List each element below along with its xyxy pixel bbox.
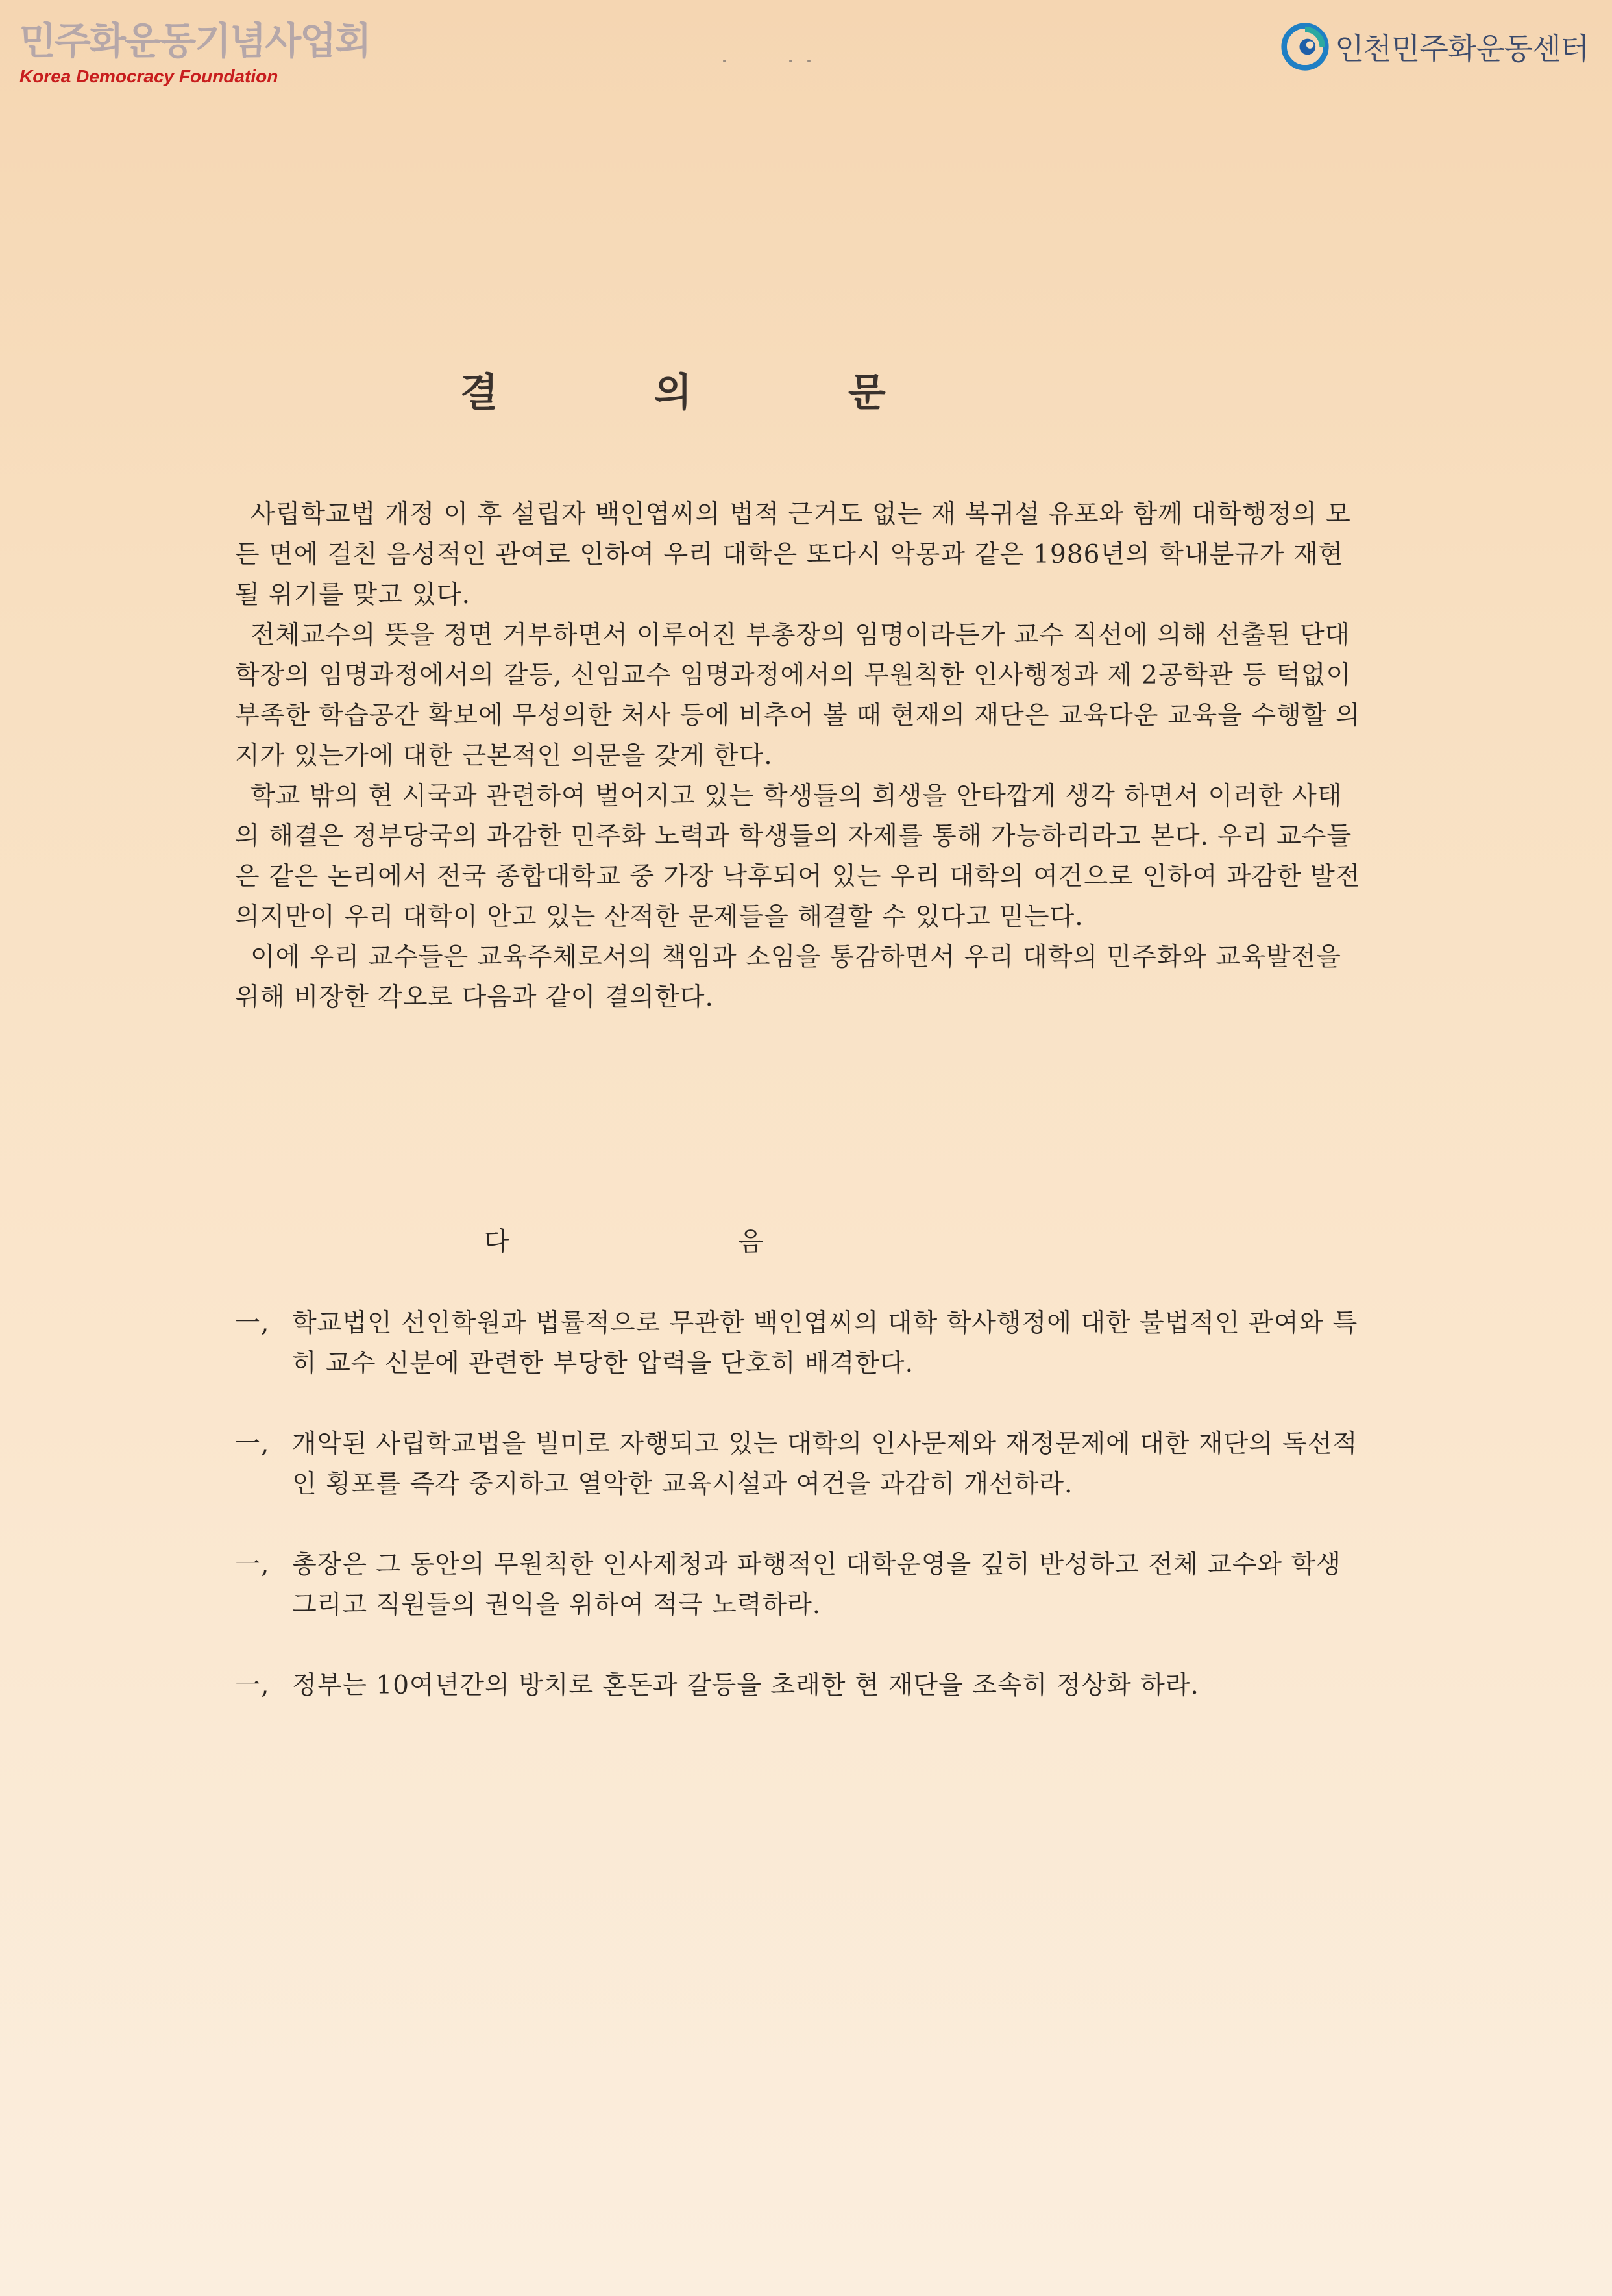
center-name: 인천민주화운동센터 — [1335, 31, 1589, 66]
resolution-mark: 一, — [235, 1309, 270, 1338]
header-right — [1280, 22, 1589, 71]
body-paragraph: 사립학교법 개정 이 후 설립자 백인엽씨의 법적 근거도 없는 재 복귀설 유포와 함께 대학행정의 모든 면에 걸친 음성적인 관여로 인하여 우리 대학은 또다시 악몽과 같은 1986년의 학내분규가 재현될 위기를 맞고 있다. — [235, 500, 1351, 610]
resolution-item — [235, 1666, 1364, 1706]
resolution-text: 학교법인 선인학원과 법률적으로 무관한 백인엽씨의 대학 학사행정에 대한 불법적인 관여와 특히 교수 신분에 관련한 부당한 압력을 단호히 배격한다. — [292, 1309, 1358, 1378]
document-body — [235, 495, 1364, 1018]
scan-speck — [807, 60, 811, 62]
document-title: 결 의 문 — [460, 370, 957, 415]
body-paragraph: 학교 밖의 현 시국과 관련하여 벌어지고 있는 학생들의 희생을 안타깝게 생각 하면서 이러한 사태의 해결은 정부당국의 과감한 민주화 노력과 학생들의 자제를 통해 가능하리라고 본다. 우리 교수들은 같은 논리에서 전국 종합대학교 중 가장 낙후되어 있는 우리 대학의 여건으로 인하여 과감한 발전 의지만이 우리 대학이 안고 있는 산적한 문제들을 해결할 수 있다고 믿는다. — [235, 782, 1361, 932]
center-emblem-icon — [1280, 22, 1330, 71]
resolution-item — [235, 1545, 1364, 1625]
resolution-text: 개악된 사립학교법을 빌미로 자행되고 있는 대학의 인사문제와 재정문제에 대한 재단의 독선적인 횡포를 즉각 중지하고 열악한 교육시설과 여건을 과감히 개선하라. — [292, 1429, 1358, 1499]
resolution-item — [235, 1303, 1364, 1384]
resolution-mark: 一, — [235, 1671, 270, 1700]
body-paragraph: 전체교수의 뜻을 정면 거부하면서 이루어진 부총장의 임명이라든가 교수 직선에 의해 선출된 단대학장의 임명과정에서의 갈등, 신임교수 임명과정에서의 무원칙한 인사행정과 제 2공학관 등 턱없이 부족한 학습공간 확보에 무성의한 처사 등에 비추어 볼 때 현재의 재단은 교육다운 교육을 수행할 의지가 있는가에 대한 근본적인 의문을 갖게 한다. — [235, 621, 1361, 771]
resolution-list — [235, 1303, 1364, 1746]
resolution-text: 총장은 그 동안의 무원칙한 인사제청과 파행적인 대학운영을 깊히 반성하고 전체 교수와 학생 그리고 직원들의 권익을 위하여 적극 노력하라. — [292, 1550, 1341, 1620]
body-paragraph: 이에 우리 교수들은 교육주체로서의 책임과 소임을 통감하면서 우리 대학의 민주화와 교육발전을 위해 비장한 각오로 다음과 같이 결의한다. — [235, 943, 1341, 1012]
org-logo-korean: 민주화운동기념사업회 — [19, 19, 371, 63]
resolution-mark: 一, — [235, 1550, 270, 1579]
header-left — [19, 19, 371, 86]
section-subheading: 다 음 — [484, 1227, 873, 1257]
resolution-text: 정부는 10여년간의 방치로 혼돈과 갈등을 초래한 현 재단을 조속히 정상화 하라. — [292, 1671, 1199, 1700]
scan-speck — [723, 60, 726, 62]
org-logo-english: Korea Democracy Foundation — [19, 66, 278, 86]
resolution-item — [235, 1424, 1364, 1505]
resolution-mark: 一, — [235, 1429, 270, 1459]
scan-speck — [789, 60, 792, 62]
